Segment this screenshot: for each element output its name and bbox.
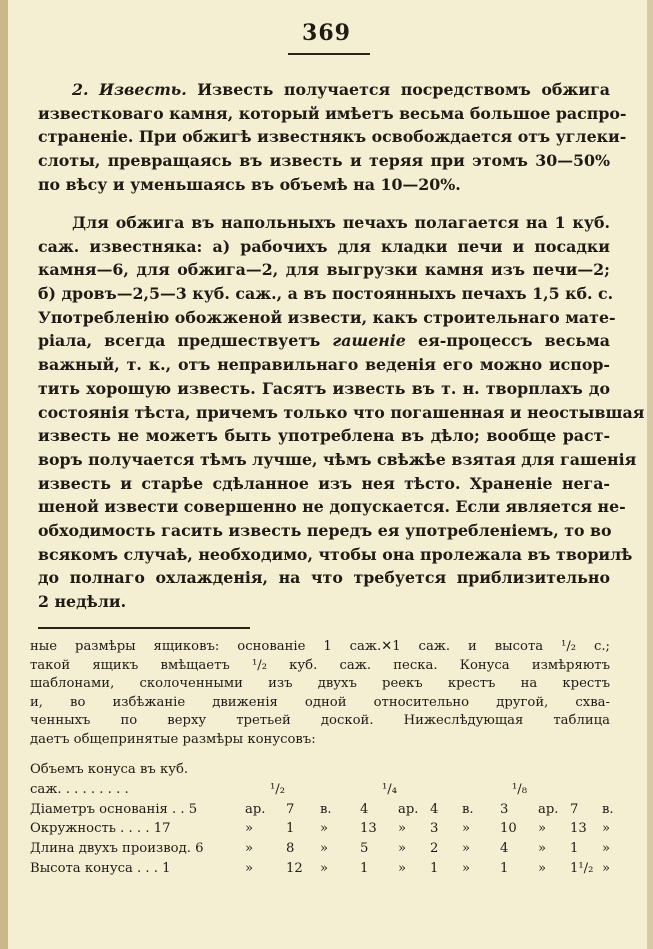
text-line: б) дровъ—2,5—3 куб. саж., а въ постоянныхъ печахъ 1,5 кб. с. xyxy=(38,284,614,304)
table-cell: » xyxy=(538,821,547,837)
section-heading: 2. Известь. xyxy=(72,80,187,99)
footnote-line: ченныхъ по верху третьей доской. Нижеслѣдующая таблица xyxy=(30,713,610,729)
table-cell: » xyxy=(320,860,329,876)
page-edge-right xyxy=(647,0,653,949)
footnote-line: даетъ общепринятые размѣры конусовъ: xyxy=(30,731,316,747)
text-line: ріала, всегда предшествуетъ гашеніе ея-процессъ весьма xyxy=(38,331,610,351)
table-cell: » xyxy=(320,821,329,837)
text-line: камня—6, для обжига—2, для выгрузки камня изъ печи—2; xyxy=(38,260,610,280)
text-line: 2. Известь. Известь получается посредствомъ обжига xyxy=(72,80,610,99)
text-line: Употребленію обожженой извести, какъ строительнаго мате- xyxy=(38,307,616,327)
table-cell: ар. xyxy=(245,801,266,817)
table-cell: » xyxy=(602,860,611,876)
text-line: всякомъ случаѣ, необходимо, чтобы она пролежала въ творилѣ xyxy=(38,544,633,564)
table-cell: » xyxy=(538,860,547,876)
table-cell: в. xyxy=(602,801,614,817)
row-label: Высота конуса . . . 1 xyxy=(30,860,171,876)
table-cell: » xyxy=(398,841,407,857)
cone-size-table xyxy=(30,762,614,881)
table-cell: 7 xyxy=(286,801,295,817)
table-cell: 10 xyxy=(500,821,517,837)
table-cell: 5 xyxy=(360,841,369,857)
text-line: до полнаго охлажденія, на что требуется приблизительно xyxy=(38,568,610,588)
column-header: ¹/₂ xyxy=(270,781,286,797)
table-cell: » xyxy=(462,841,471,857)
text-line: известь не можетъ быть употреблена въ дѣло; вообще раст- xyxy=(38,426,610,446)
table-cell: » xyxy=(538,841,547,857)
text-line: важный, т. к., отъ неправильнаго веденія его можно испор- xyxy=(38,355,610,375)
table-cell: 1 xyxy=(500,860,509,876)
table-header-row xyxy=(30,782,610,802)
table-cell: 1¹/₂ xyxy=(570,860,594,876)
table-cell: 7 xyxy=(570,801,579,817)
text-line: слоты, превращаясь въ известь и теряя при этомъ 30—50% xyxy=(38,151,610,171)
row-label: Длина двухъ производ. 6 xyxy=(30,841,204,857)
text-line: страненіе. При обжигѣ известнякъ освобождается отъ углеки- xyxy=(38,127,627,147)
footnote-rule xyxy=(38,627,250,629)
table-cell: » xyxy=(462,860,471,876)
text-line: известь и старѣе сдѣланное изъ нея тѣсто. Храненіе нега- xyxy=(38,473,610,493)
table-cell: 8 xyxy=(286,841,295,857)
table-cell: » xyxy=(320,841,329,857)
page-number: 369 xyxy=(302,20,351,46)
section-paragraph-2 xyxy=(38,211,645,614)
row-label: Діаметръ основанія . . 5 xyxy=(30,801,198,817)
table-cell: 4 xyxy=(500,841,509,857)
table-cell: ар. xyxy=(538,801,559,817)
page-edge-left xyxy=(0,0,8,949)
table-cell: » xyxy=(245,860,254,876)
text-line: обходимость гасить известь передъ ея употребленіемъ, то во xyxy=(38,520,612,540)
table-cell: 1 xyxy=(430,860,439,876)
table-row xyxy=(30,801,614,822)
table-cell: » xyxy=(602,821,611,837)
section-paragraph-1 xyxy=(38,78,627,196)
table-header-label: саж. . . . . . . . . xyxy=(30,781,129,797)
table-cell: 3 xyxy=(500,801,509,817)
table-cell: 12 xyxy=(286,860,303,876)
text-line: известковаго камня, который имѣетъ весьма большое распро- xyxy=(38,103,627,123)
table-cell: » xyxy=(398,821,407,837)
table-cell: » xyxy=(398,860,407,876)
text-line: 2 недѣли. xyxy=(38,592,127,611)
table-cell: » xyxy=(602,841,611,857)
row-label: Окружность . . . . 17 xyxy=(30,821,171,837)
column-header: ¹/₄ xyxy=(382,781,398,797)
text-line: воръ получается тѣмъ лучше, чѣмъ свѣжѣе взятая для гашенія xyxy=(38,449,637,469)
italic-term: гашеніе xyxy=(332,331,406,351)
text-line: по вѣсу и уменьшаясь въ объемѣ на 10—20%. xyxy=(38,174,461,194)
text-line: шеной извести совершенно не допускается. Если является не- xyxy=(38,497,626,517)
table-cell: » xyxy=(462,821,471,837)
table-cell: 13 xyxy=(360,821,377,837)
table-cell: 1 xyxy=(570,841,579,857)
table-cell: 4 xyxy=(360,801,369,817)
text-line: Для обжига въ напольныхъ печахъ полагается на 1 куб. xyxy=(72,213,610,232)
footnote-line: такой ящикъ вмѣщаетъ ¹/₂ куб. саж. песка. Конуса измѣряютъ xyxy=(30,657,610,673)
table-row xyxy=(30,821,610,841)
text-line: саж. известняка: а) рабочихъ для кладки печи и посадки xyxy=(38,236,610,256)
footnote-line: ные размѣры ящиковъ: основаніе 1 саж.✕1 саж. и высота ¹/₂ с.; xyxy=(30,639,610,654)
table-cell: в. xyxy=(462,801,474,817)
table-cell: 13 xyxy=(570,821,587,837)
table-header-row xyxy=(30,762,610,782)
table-cell: » xyxy=(245,841,254,857)
table-cell: 2 xyxy=(430,841,439,857)
table-row xyxy=(30,841,610,861)
table-cell: ар. xyxy=(398,801,419,817)
footnote-line: и, во избѣжаніе движенія одной относительно другой, схва- xyxy=(30,694,610,710)
footnote xyxy=(30,638,610,750)
table-cell: 1 xyxy=(360,860,369,876)
text-line: тить хорошую известь. Гасятъ известь въ т. н. творплахъ до xyxy=(38,378,610,398)
text-line: состоянія тѣста, причемъ только что погашенная и неостывшая xyxy=(38,402,645,422)
table-row xyxy=(30,861,610,881)
table-cell: 4 xyxy=(430,801,439,817)
table-cell: в. xyxy=(320,801,332,817)
page-number-rule xyxy=(288,53,370,55)
column-header: ¹/₈ xyxy=(512,781,528,797)
table-cell: 3 xyxy=(430,821,439,837)
table-cell: 1 xyxy=(286,821,295,837)
footnote-line: шаблонами, сколоченными изъ двухъ реекъ крестъ на крестъ xyxy=(30,676,610,692)
table-header-label: Объемъ конуса въ куб. xyxy=(30,762,189,777)
table-cell: » xyxy=(245,821,254,837)
